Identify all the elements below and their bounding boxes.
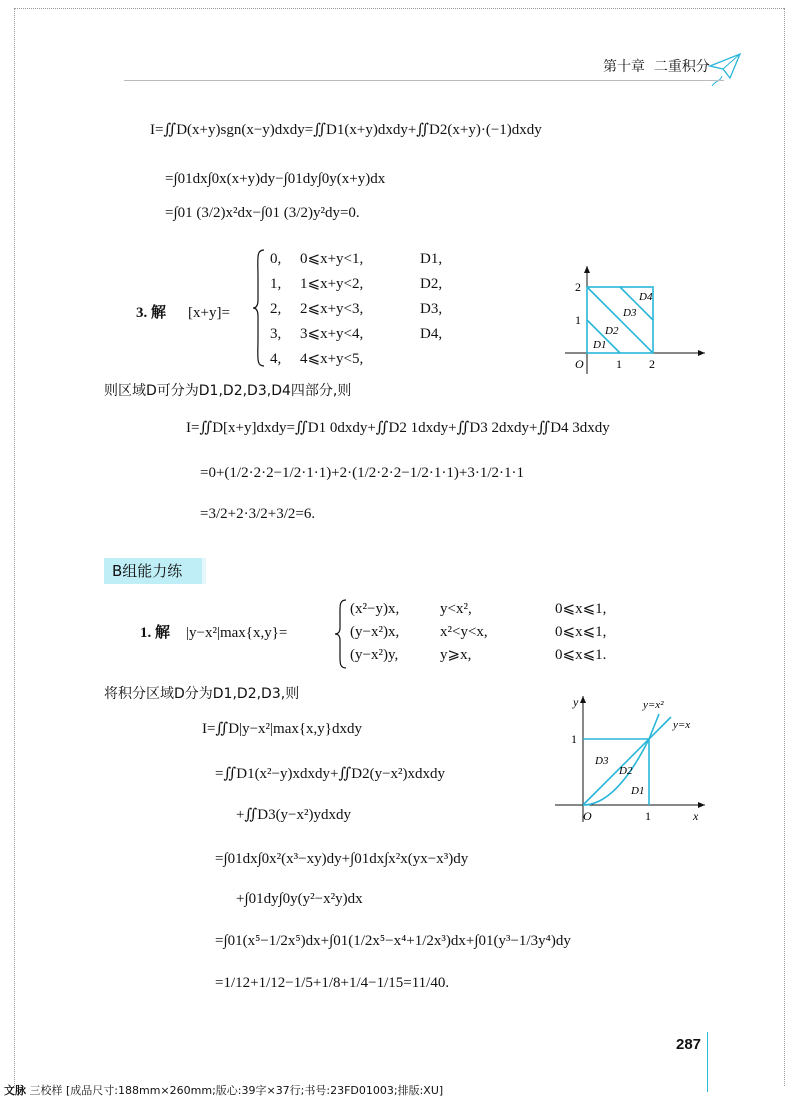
problemB1-line3: +∬D3(y−x²)ydxdy [236,807,352,823]
header-rule [124,80,724,81]
problemB1-split-text: 将积分区域D分为D1,D2,D3,则 [104,686,300,702]
problem3-number: 3. 解 [136,305,167,321]
problem3-line2: =0+(1/2·2·2−1/2·1·1)+2·(1/2·2·2−1/2·1·1)+3·1/2·1·1 [200,465,525,481]
block1-line2: =∫01dx∫0x(x+y)dy−∫01dy∫0y(x+y)dx [165,171,386,187]
paper-plane-icon [708,52,742,88]
section-heading: B组能力练 [104,558,206,584]
problemB1-line2: =∬D1(x²−y)xdxdy+∬D2(y−x²)xdxdy [215,766,446,782]
case-row: 0, 0⩽x+y<1, D1, [270,251,443,267]
chapter-title: 二重积分 [653,59,710,75]
block1-line1: I=∬D(x+y)sgn(x−y)dxdy=∬D1(x+y)dxdy+∬D2(x+y)·(−1)dxdy [150,122,542,138]
problemB1-line6: =∫01(x⁵−1/2x⁵)dx+∫01(1/2x⁵−x⁴+1/2x³)dx+∫01(y³−1/3y⁴)dy [215,933,571,949]
fig2-tick-x1: 1 [645,809,651,823]
case-row: (x²−y)x, y<x², 0⩽x⩽1, [350,601,607,617]
fig2-y-label: y [573,695,579,709]
problem3-line1: I=∬D[x+y]dxdy=∬D1 0dxdy+∬D2 1dxdy+∬D3 2dxdy+∬D4 3dxdy [186,420,610,436]
frame-left [14,8,15,1086]
case-row: (y−x²)y, y⩾x, 0⩽x⩽1. [350,647,607,663]
running-header [603,56,710,76]
problemB1-line1: I=∬D|y−x²|max{x,y}dxdy [202,721,362,737]
problem3-lhs: [x+y]= [188,305,230,321]
region-figure-2 [545,692,715,840]
fig2-curve1-label: y=x² [643,699,664,711]
footer-text: 三校样 [成品尺寸:188mm×260mm;版心:39字×37行;书号:23FD01003;排版:XU] [29,1084,444,1097]
case-row: (y−x²)x, x²<y<x, 0⩽x⩽1, [350,624,607,640]
fig2-curve2-label: y=x [673,719,691,731]
fig2-tick-y1: 1 [571,732,577,746]
fig1-tick-y2: 2 [575,280,581,294]
footer [4,1082,443,1098]
fig1-region-d4: D4 [639,291,653,303]
frame-top [14,8,784,9]
fig2-region-d2: D2 [619,765,633,777]
fig1-tick-x1: 1 [616,357,622,371]
problem3-brace [252,248,266,368]
fig2-region-d1: D1 [631,785,645,797]
chapter-label: 第十章 [603,59,645,75]
problemB1-line5: +∫01dy∫0y(y²−x²y)dx [236,891,363,907]
case-row: 3, 3⩽x+y<4, D4, [270,326,443,342]
block1-line3: =∫01 (3/2)x²dx−∫01 (3/2)y²dy=0. [165,205,360,221]
page-edge-rule [707,1032,708,1092]
fig1-tick-y1: 1 [575,313,581,327]
fig1-region-d1: D1 [593,339,607,351]
problemB1-lhs: |y−x²|max{x,y}= [186,625,288,641]
problemB1-brace [334,598,348,670]
case-row: 4, 4⩽x+y<5, [270,351,364,367]
fig1-tick-x2: 2 [649,357,655,371]
case-row: 1, 1⩽x+y<2, D2, [270,276,443,292]
case-row: 2, 2⩽x+y<3, D3, [270,301,443,317]
page-number: 287 [676,1036,702,1053]
region-figure-1 [555,262,715,384]
fig1-origin: O [575,357,584,371]
problemB1-line7: =1/12+1/12−1/5+1/8+1/4−1/15=11/40. [215,975,450,991]
fig1-region-d2: D2 [605,325,619,337]
frame-right [784,8,785,1086]
problem3-line3: =3/2+2·3/2+3/2=6. [200,506,316,522]
problemB1-number: 1. 解 [140,625,171,641]
fig2-region-d3: D3 [595,755,609,767]
fig2-x-label: x [693,809,699,823]
fig2-origin: O [583,809,592,823]
problem3-split-text: 则区域D可分为D1,D2,D3,D4四部分,则 [104,383,352,399]
fig1-region-d3: D3 [623,307,637,319]
footer-brand: 文脉 [4,1084,26,1097]
problemB1-line4: =∫01dx∫0x²(x³−xy)dy+∫01dx∫x²x(yx−x³)dy [215,851,469,867]
